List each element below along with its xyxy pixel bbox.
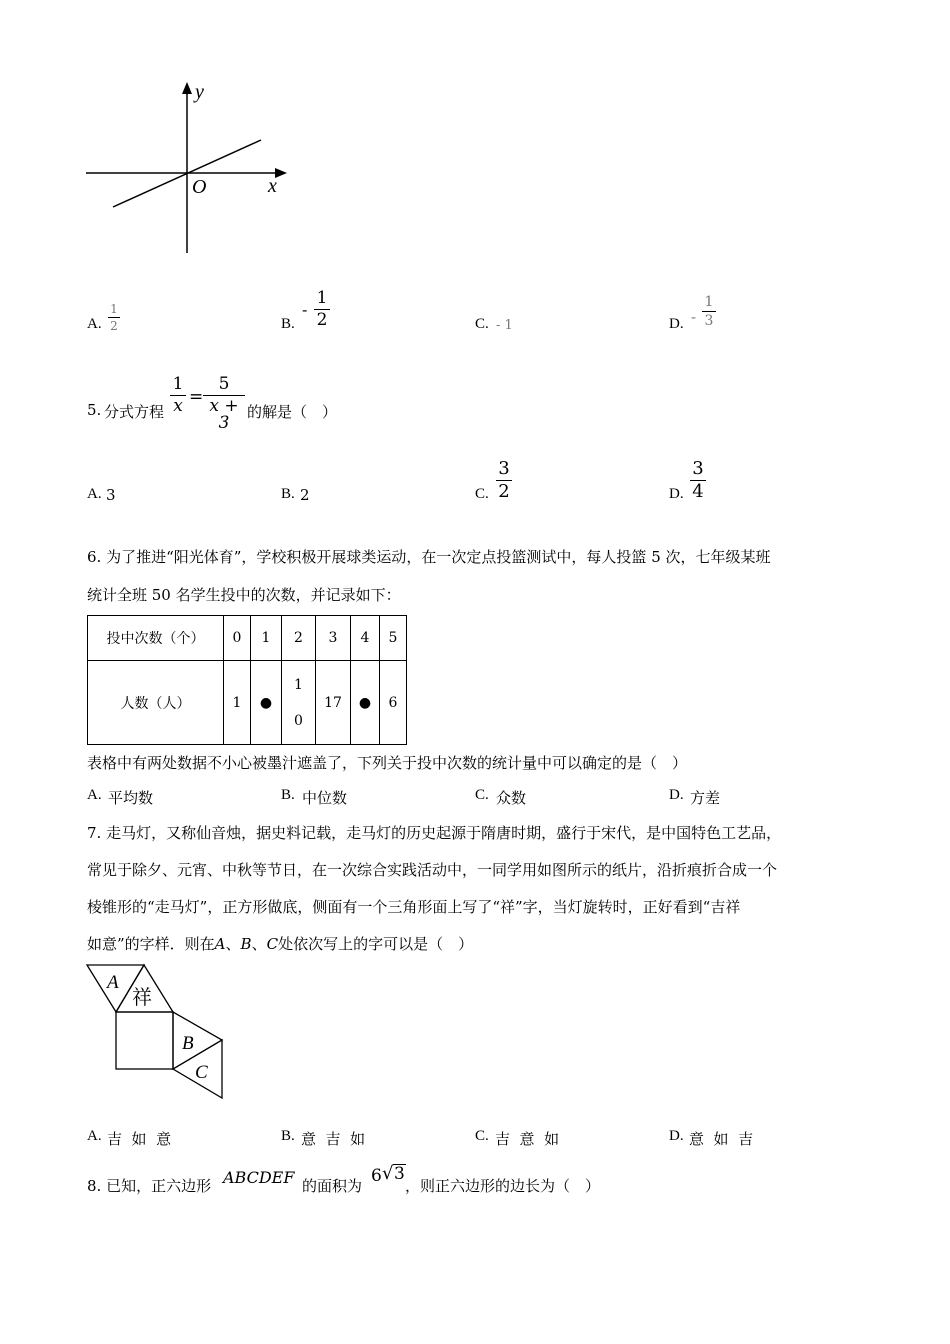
table-row — [88, 616, 407, 661]
table-cell: 3 — [316, 616, 351, 661]
question-suffix: 的解是（ ） — [247, 403, 338, 421]
option-value: 中位数 — [302, 789, 348, 807]
table-cell: 1 — [224, 661, 251, 745]
separator: 、 — [251, 935, 267, 953]
var-c: C — [266, 935, 279, 953]
option-letter: C. — [475, 486, 489, 502]
option-value: 众数 — [496, 789, 527, 807]
q7-text-line-4 — [87, 933, 473, 954]
var-a: A — [214, 935, 226, 953]
q7-text-line-2: 常见于除夕、元宵、中秋等节日，在一次综合实践活动中，一同学用如图所示的纸片，沿折痕折合成一个 — [87, 861, 778, 879]
square-base — [116, 1012, 173, 1069]
origin-label: O — [192, 176, 207, 198]
text-fragment: 如意”的字样．则在 — [87, 935, 215, 953]
pyramid-net-figure — [82, 960, 232, 1102]
option-letter: A. — [87, 316, 102, 332]
label-a: A — [107, 972, 119, 993]
question-mid: 的面积为 — [302, 1177, 363, 1195]
table-cell: 2 — [282, 616, 316, 661]
option-letter: D. — [669, 316, 684, 332]
option-letter: D. — [669, 486, 684, 502]
option-letter: B. — [281, 486, 295, 502]
question-suffix: ，则正六边形的边长为（ ） — [405, 1177, 601, 1195]
table-cell: 4 — [351, 616, 380, 661]
label-xiang: 祥 — [132, 985, 152, 1009]
table-cell: ● — [251, 661, 282, 745]
fraction: 3 4 — [690, 460, 706, 501]
option-value: 意 如 吉 — [689, 1130, 754, 1148]
fraction: 1 2 — [314, 290, 330, 329]
table-header-cell: 人数（人） — [88, 661, 224, 745]
table-cell: ● — [351, 661, 380, 745]
line-graph — [80, 78, 300, 258]
question-number: 5. — [87, 401, 102, 419]
sqrt-symbol: √ — [382, 1163, 394, 1184]
x-label: x — [268, 175, 277, 197]
q6-text-line-2: 统计全班 50 名学生投中的次数，并记录如下： — [87, 586, 401, 604]
hexagon-name: ABCDEF — [223, 1168, 295, 1187]
label-c: C — [195, 1062, 208, 1083]
option-value: 吉 如 意 — [107, 1130, 172, 1148]
separator: 、 — [225, 935, 241, 953]
question-prefix: 8. 已知，正六边形 — [87, 1177, 212, 1195]
option-value: 平均数 — [108, 789, 154, 807]
fraction: 1 3 — [702, 295, 716, 328]
option-letter: D. — [669, 1128, 684, 1144]
option-letter: C. — [475, 316, 489, 332]
table-header-cell: 投中次数（个） — [88, 616, 224, 661]
question-prefix: 分式方程 — [104, 403, 165, 421]
table-row — [88, 661, 407, 745]
q7-text-line-3: 棱锥形的“走马灯”，正方形做底，侧面有一个三角形面上写了“祥”字，当灯旋转时，正好看到“吉祥 — [87, 898, 741, 916]
y-label: y — [195, 81, 204, 103]
option-letter: C. — [475, 1128, 489, 1144]
option-value: 2 — [300, 486, 310, 504]
option-value: - 1 — [496, 318, 513, 333]
fraction: 3 2 — [496, 460, 512, 501]
option-value: 方差 — [690, 789, 721, 807]
minus-sign: - — [691, 308, 697, 326]
table-cell: 1 — [251, 616, 282, 661]
table-cell: 17 — [316, 661, 351, 745]
option-value: 吉 意 如 — [495, 1130, 560, 1148]
option-letter: B. — [281, 316, 295, 332]
table-cell: 0 — [224, 616, 251, 661]
rhs-fraction: 5 x + 3 — [203, 376, 245, 432]
option-letter: A. — [87, 486, 102, 502]
var-b: B — [240, 935, 252, 953]
fraction: 1 2 — [108, 303, 120, 332]
table-cell: 5 — [380, 616, 407, 661]
table-cell: 1 0 — [282, 661, 316, 745]
q7-text-line-1: 7. 走马灯，又称仙音烛，据史料记载，走马灯的历史起源于隋唐时期，盛行于宋代，是中国特色工艺品， — [87, 824, 782, 842]
lhs-fraction: 1 x — [170, 376, 186, 415]
area-radicand: 3 — [394, 1164, 405, 1184]
minus-sign: - — [302, 300, 308, 319]
option-letter: C. — [475, 787, 489, 803]
option-letter: A. — [87, 1128, 102, 1144]
q6-text-line-1: 6. 为了推进“阳光体育”，学校积极开展球类运动，在一次定点投篮测试中，每人投篮 5 次，七年级某班 — [87, 548, 771, 566]
option-letter: B. — [281, 1128, 295, 1144]
label-b: B — [182, 1033, 194, 1054]
area-coefficient: 6 — [371, 1166, 382, 1186]
triangle-b — [173, 1012, 222, 1069]
option-letter: A. — [87, 787, 102, 803]
q6-after-text: 表格中有两处数据不小心被墨汁遮盖了，下列关于投中次数的统计量中可以确定的是（ ） — [87, 754, 688, 772]
option-value: 3 — [106, 486, 116, 504]
text-fragment: 处依次写上的字可以是（ ） — [278, 935, 474, 953]
table-cell: 6 — [380, 661, 407, 745]
score-table — [87, 615, 407, 745]
option-letter: B. — [281, 787, 295, 803]
equals-sign: = — [189, 387, 204, 407]
option-letter: D. — [669, 787, 684, 803]
y-axis-arrow — [182, 82, 192, 94]
option-value: 意 吉 如 — [301, 1130, 366, 1148]
